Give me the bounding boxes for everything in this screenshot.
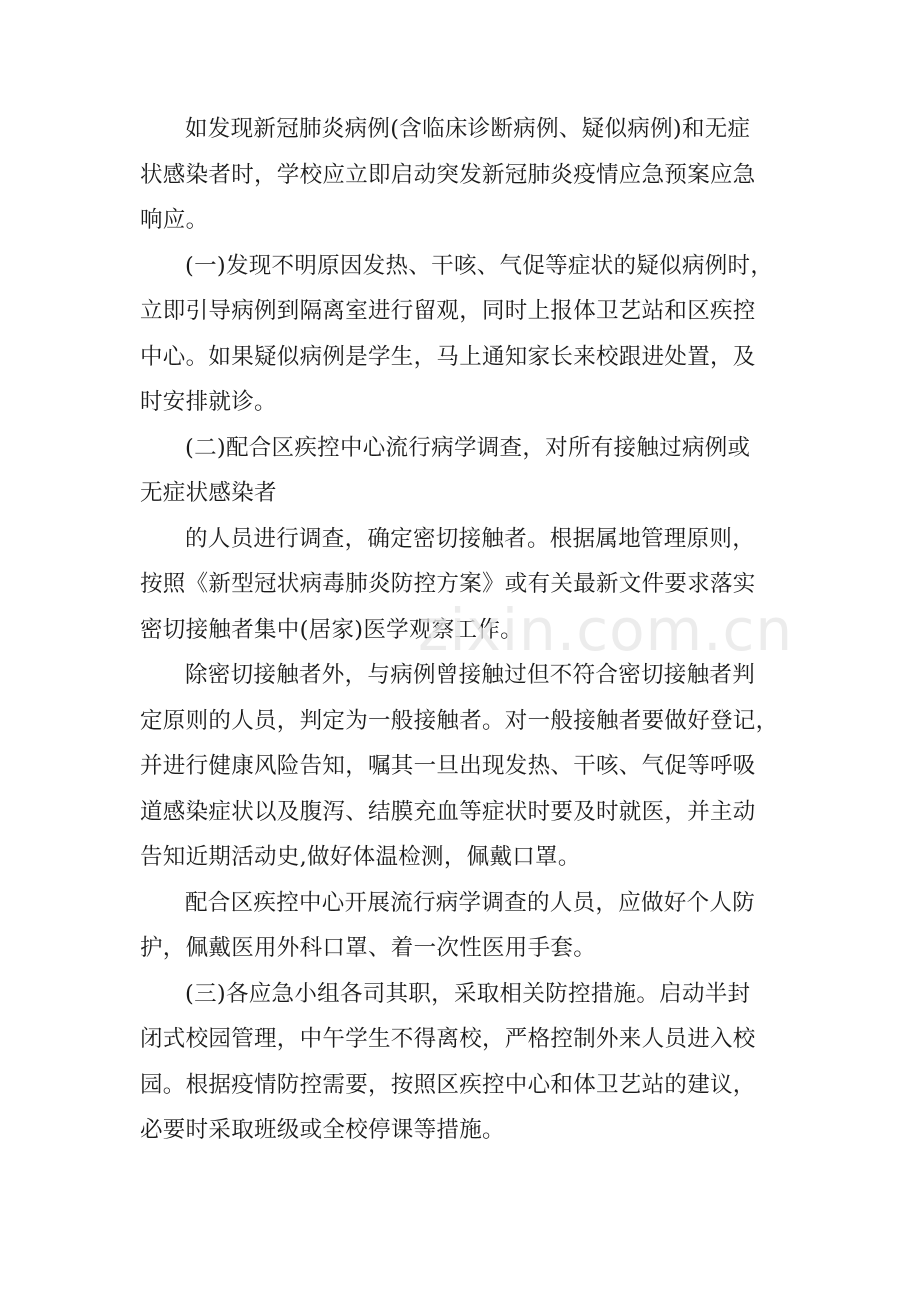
- text-line: 时安排就诊。: [140, 389, 277, 415]
- text-line: 配合区疾控中心开展流行病学调查的人员，应做好个人防: [185, 889, 756, 916]
- text-line: 响应。: [140, 207, 209, 233]
- document-body: [140, 107, 790, 1154]
- text-line: (一)发现不明原因发热、干咳、气促等症状的疑似病例时，: [185, 252, 774, 279]
- paragraph-general-contacts: [140, 653, 790, 881]
- text-line: 如发现新冠肺炎病例(含临床诊断病例、疑似病例)和无症: [185, 116, 751, 142]
- text-line: 状感染者时，学校应立即启动突发新冠肺炎疫情应急预案应急: [140, 161, 756, 188]
- text-line: 除密切接触者外，与病例曾接触过但不符合密切接触者判: [185, 662, 756, 688]
- paragraph-item-2-continued: [140, 517, 790, 654]
- text-line: 告知近期活动史,做好体温检测，佩戴口罩。: [140, 844, 581, 870]
- text-line: 必要时采取班级或全校停课等措施。: [140, 1117, 505, 1143]
- text-line: 闭式校园管理，中午学生不得离校，严格控制外来人员进入校: [140, 1026, 756, 1052]
- text-line: 中心。如果疑似病例是学生，马上通知家长来校跟进处置，及: [140, 343, 756, 370]
- paragraph-emergency-response: [140, 107, 790, 244]
- paragraph-protection: [140, 881, 790, 972]
- text-line: 密切接触者集中(居家)医学观察工作。: [140, 616, 523, 643]
- text-line: 立即引导病例到隔离室进行留观，同时上报体卫艺站和区疾控: [140, 298, 756, 324]
- text-line: 按照《新型冠状病毒肺炎防控方案》或有关最新文件要求落实: [140, 571, 756, 597]
- paragraph-item-2: [140, 426, 790, 517]
- watermark-text: zixin.com.cn: [418, 596, 794, 664]
- text-line: 并进行健康风险告知，嘱其一旦出现发热、干咳、气促等呼吸: [140, 753, 756, 779]
- text-line: 定原则的人员，判定为一般接触者。对一般接触者要做好登记，: [140, 707, 779, 734]
- text-line: (二)配合区疾控中心流行病学调查，对所有接触过病例或: [185, 434, 751, 461]
- paragraph-item-1: [140, 244, 790, 426]
- text-line: 无症状感染者: [140, 480, 277, 506]
- text-line: 道感染症状以及腹泻、结膜充血等症状时要及时就医，并主动: [140, 798, 756, 825]
- text-line: 的人员进行调查，确定密切接触者。根据属地管理原则，: [185, 525, 756, 552]
- text-line: (三)各应急小组各司其职，采取相关防控措施。启动半封: [185, 980, 751, 1007]
- text-line: 园。根据疫情防控需要，按照区疾控中心和体卫艺站的建议，: [140, 1071, 756, 1098]
- paragraph-item-3: [140, 972, 790, 1154]
- text-line: 护，佩戴医用外科口罩、着一次性医用手套。: [140, 935, 597, 961]
